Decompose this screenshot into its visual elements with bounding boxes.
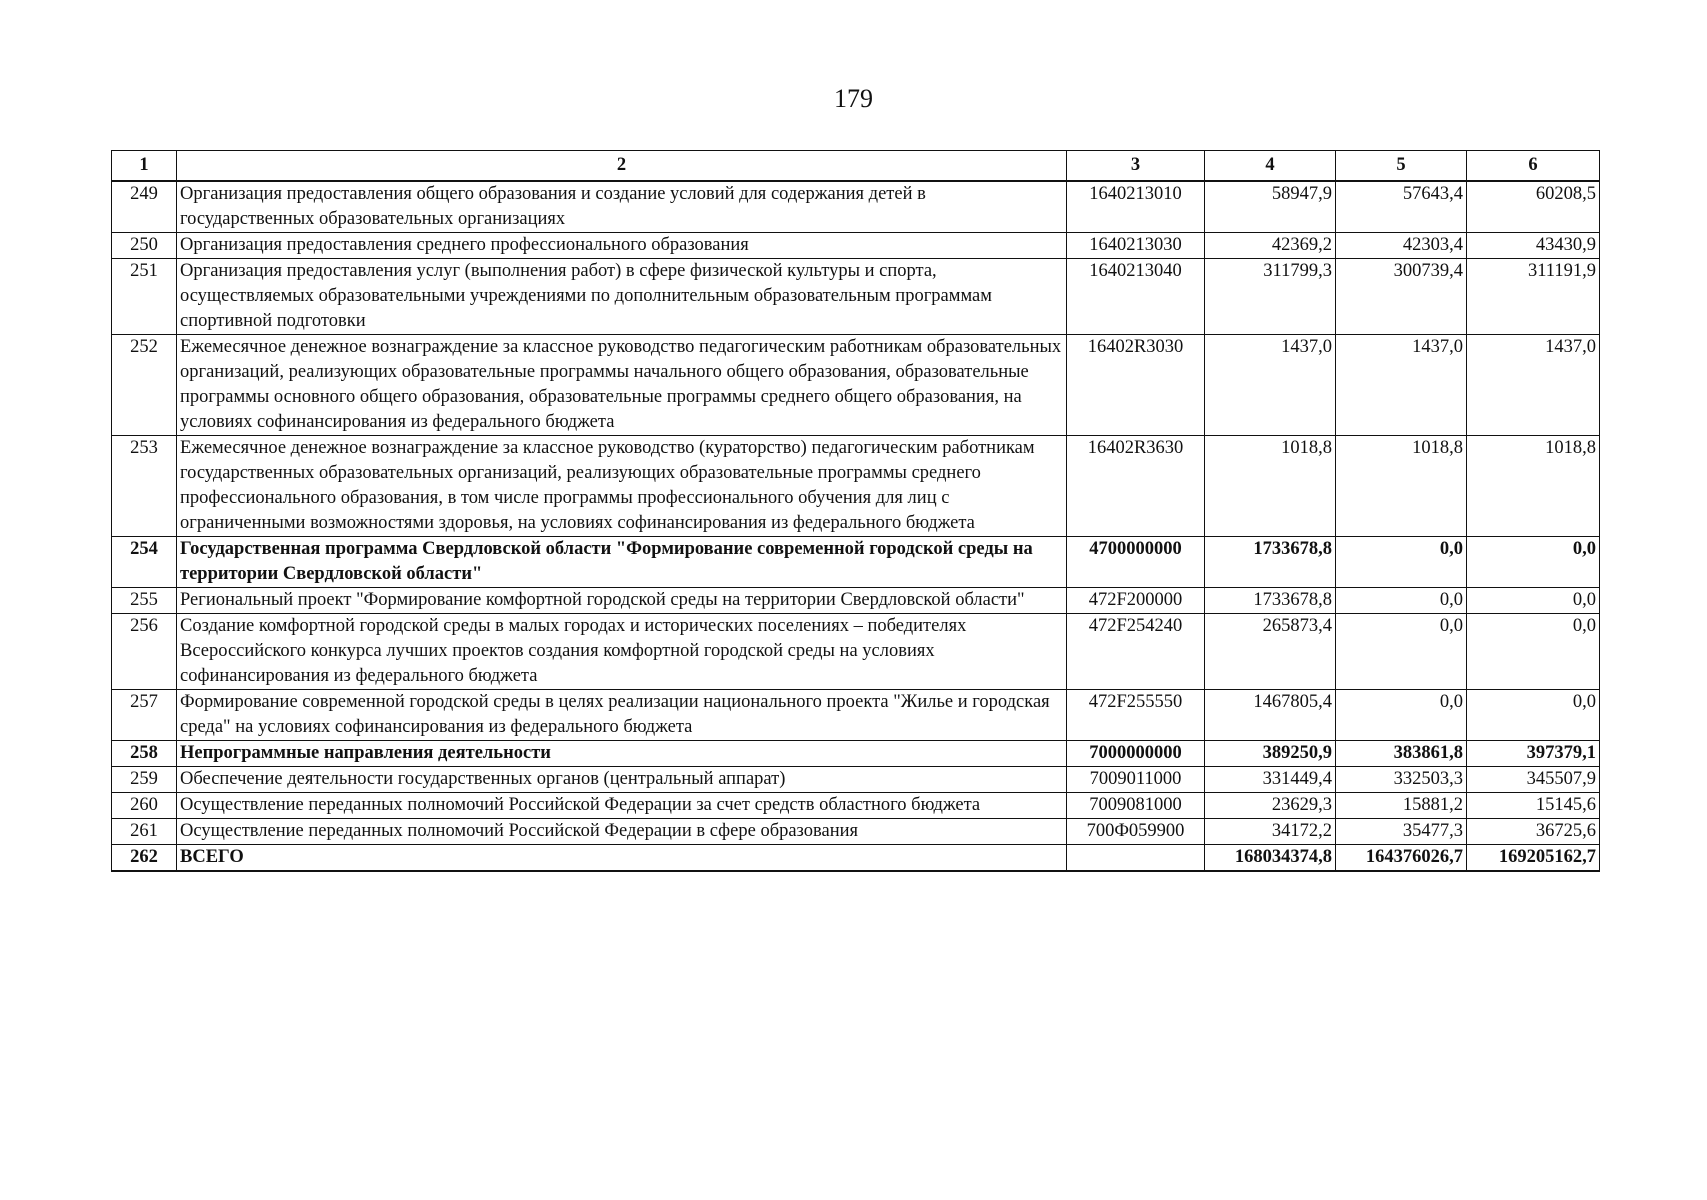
table-row [112, 259, 1600, 335]
row-amount-col5: 57643,4 [1336, 181, 1467, 233]
table-row [112, 233, 1600, 259]
table-row [112, 335, 1600, 436]
row-amount-col6: 36725,6 [1467, 819, 1600, 845]
row-number: 255 [112, 588, 177, 614]
row-amount-col6: 0,0 [1467, 588, 1600, 614]
row-description: Непрограммные направления деятельности [177, 741, 1067, 767]
row-amount-col6: 43430,9 [1467, 233, 1600, 259]
row-amount-col6: 15145,6 [1467, 793, 1600, 819]
column-header: 5 [1336, 151, 1467, 182]
table-row [112, 588, 1600, 614]
row-number: 260 [112, 793, 177, 819]
row-amount-col5: 300739,4 [1336, 259, 1467, 335]
row-amount-col6: 311191,9 [1467, 259, 1600, 335]
row-amount-col5: 1018,8 [1336, 436, 1467, 537]
row-number: 262 [112, 845, 177, 872]
row-description: Осуществление переданных полномочий Российской Федерации в сфере образования [177, 819, 1067, 845]
row-code: 4700000000 [1067, 537, 1205, 588]
row-number: 253 [112, 436, 177, 537]
row-code: 700Ф059900 [1067, 819, 1205, 845]
row-amount-col4: 168034374,8 [1205, 845, 1336, 872]
row-description: Организация предоставления общего образования и создание условий для содержания детей в государственных образовательных организациях [177, 181, 1067, 233]
row-amount-col6: 60208,5 [1467, 181, 1600, 233]
column-header: 4 [1205, 151, 1336, 182]
row-amount-col4: 1467805,4 [1205, 690, 1336, 741]
row-amount-col5: 15881,2 [1336, 793, 1467, 819]
table-row [112, 181, 1600, 233]
row-description: Государственная программа Свердловской области "Формирование современной городской среды на территории Свердловской области" [177, 537, 1067, 588]
row-code: 1640213040 [1067, 259, 1205, 335]
row-number: 249 [112, 181, 177, 233]
table-row [112, 741, 1600, 767]
column-header: 6 [1467, 151, 1600, 182]
row-description: Организация предоставления среднего профессионального образования [177, 233, 1067, 259]
row-amount-col6: 397379,1 [1467, 741, 1600, 767]
table-row [112, 845, 1600, 872]
budget-table [111, 150, 1600, 872]
header-row [112, 151, 1600, 182]
row-amount-col4: 42369,2 [1205, 233, 1336, 259]
row-code: 7009011000 [1067, 767, 1205, 793]
table-row [112, 537, 1600, 588]
row-code: 472F255550 [1067, 690, 1205, 741]
row-amount-col5: 35477,3 [1336, 819, 1467, 845]
column-header: 1 [112, 151, 177, 182]
table-row [112, 793, 1600, 819]
page-number: 179 [834, 84, 873, 113]
row-amount-col4: 1018,8 [1205, 436, 1336, 537]
row-code: 7000000000 [1067, 741, 1205, 767]
row-amount-col4: 1733678,8 [1205, 588, 1336, 614]
row-description: Создание комфортной городской среды в малых городах и исторических поселениях – победителях Всероссийского конкурса лучших проектов создания комфортной городской среды на условиях софинансирования из федерального бюджета [177, 614, 1067, 690]
row-code: 16402R3630 [1067, 436, 1205, 537]
row-amount-col5: 0,0 [1336, 690, 1467, 741]
row-amount-col5: 164376026,7 [1336, 845, 1467, 872]
row-amount-col4: 1733678,8 [1205, 537, 1336, 588]
row-description: Формирование современной городской среды в целях реализации национального проекта "Жилье и городская среда" на условиях софинансирования из федерального бюджета [177, 690, 1067, 741]
row-amount-col6: 345507,9 [1467, 767, 1600, 793]
row-amount-col5: 42303,4 [1336, 233, 1467, 259]
row-description: Ежемесячное денежное вознаграждение за классное руководство педагогическим работникам образовательных организаций, реализующих образовательные программы начального общего образования, образовательные программы основного общего образования, образовательные программы среднего общего образования, на условиях софинансирования из федерального бюджета [177, 335, 1067, 436]
row-amount-col4: 389250,9 [1205, 741, 1336, 767]
row-amount-col4: 331449,4 [1205, 767, 1336, 793]
row-description: Региональный проект "Формирование комфортной городской среды на территории Свердловской области" [177, 588, 1067, 614]
row-description: Организация предоставления услуг (выполнения работ) в сфере физической культуры и спорта, осуществляемых образовательными учреждениями по дополнительным образовательным программам спортивной подготовки [177, 259, 1067, 335]
row-amount-col6: 0,0 [1467, 537, 1600, 588]
row-amount-col5: 1437,0 [1336, 335, 1467, 436]
column-header: 3 [1067, 151, 1205, 182]
row-amount-col5: 383861,8 [1336, 741, 1467, 767]
row-number: 254 [112, 537, 177, 588]
row-number: 258 [112, 741, 177, 767]
table-row [112, 436, 1600, 537]
row-amount-col5: 0,0 [1336, 614, 1467, 690]
row-description: Осуществление переданных полномочий Российской Федерации за счет средств областного бюджета [177, 793, 1067, 819]
row-amount-col6: 169205162,7 [1467, 845, 1600, 872]
row-amount-col6: 1018,8 [1467, 436, 1600, 537]
row-amount-col5: 332503,3 [1336, 767, 1467, 793]
row-number: 256 [112, 614, 177, 690]
row-description: ВСЕГО [177, 845, 1067, 872]
row-amount-col5: 0,0 [1336, 537, 1467, 588]
row-code: 472F200000 [1067, 588, 1205, 614]
table-body [112, 181, 1600, 871]
row-amount-col5: 0,0 [1336, 588, 1467, 614]
row-amount-col6: 0,0 [1467, 690, 1600, 741]
row-amount-col6: 0,0 [1467, 614, 1600, 690]
row-number: 252 [112, 335, 177, 436]
row-code: 472F254240 [1067, 614, 1205, 690]
row-number: 259 [112, 767, 177, 793]
table-row [112, 819, 1600, 845]
row-amount-col4: 265873,4 [1205, 614, 1336, 690]
row-code: 16402R3030 [1067, 335, 1205, 436]
table-row [112, 767, 1600, 793]
column-header: 2 [177, 151, 1067, 182]
row-description: Обеспечение деятельности государственных органов (центральный аппарат) [177, 767, 1067, 793]
row-number: 251 [112, 259, 177, 335]
row-description: Ежемесячное денежное вознаграждение за классное руководство (кураторство) педагогическим работникам государственных образовательных организаций, реализующих образовательные программы среднего профессионального образования, в том числе программы профессионального обучения для лиц с ограниченными возможностями здоровья, на условиях софинансирования из федерального бюджета [177, 436, 1067, 537]
row-amount-col4: 34172,2 [1205, 819, 1336, 845]
row-amount-col6: 1437,0 [1467, 335, 1600, 436]
row-code: 1640213010 [1067, 181, 1205, 233]
row-code: 1640213030 [1067, 233, 1205, 259]
row-amount-col4: 58947,9 [1205, 181, 1336, 233]
row-number: 257 [112, 690, 177, 741]
row-code: 7009081000 [1067, 793, 1205, 819]
row-amount-col4: 1437,0 [1205, 335, 1336, 436]
row-amount-col4: 311799,3 [1205, 259, 1336, 335]
row-code [1067, 845, 1205, 872]
table-row [112, 690, 1600, 741]
row-amount-col4: 23629,3 [1205, 793, 1336, 819]
row-number: 250 [112, 233, 177, 259]
row-number: 261 [112, 819, 177, 845]
table-row [112, 614, 1600, 690]
